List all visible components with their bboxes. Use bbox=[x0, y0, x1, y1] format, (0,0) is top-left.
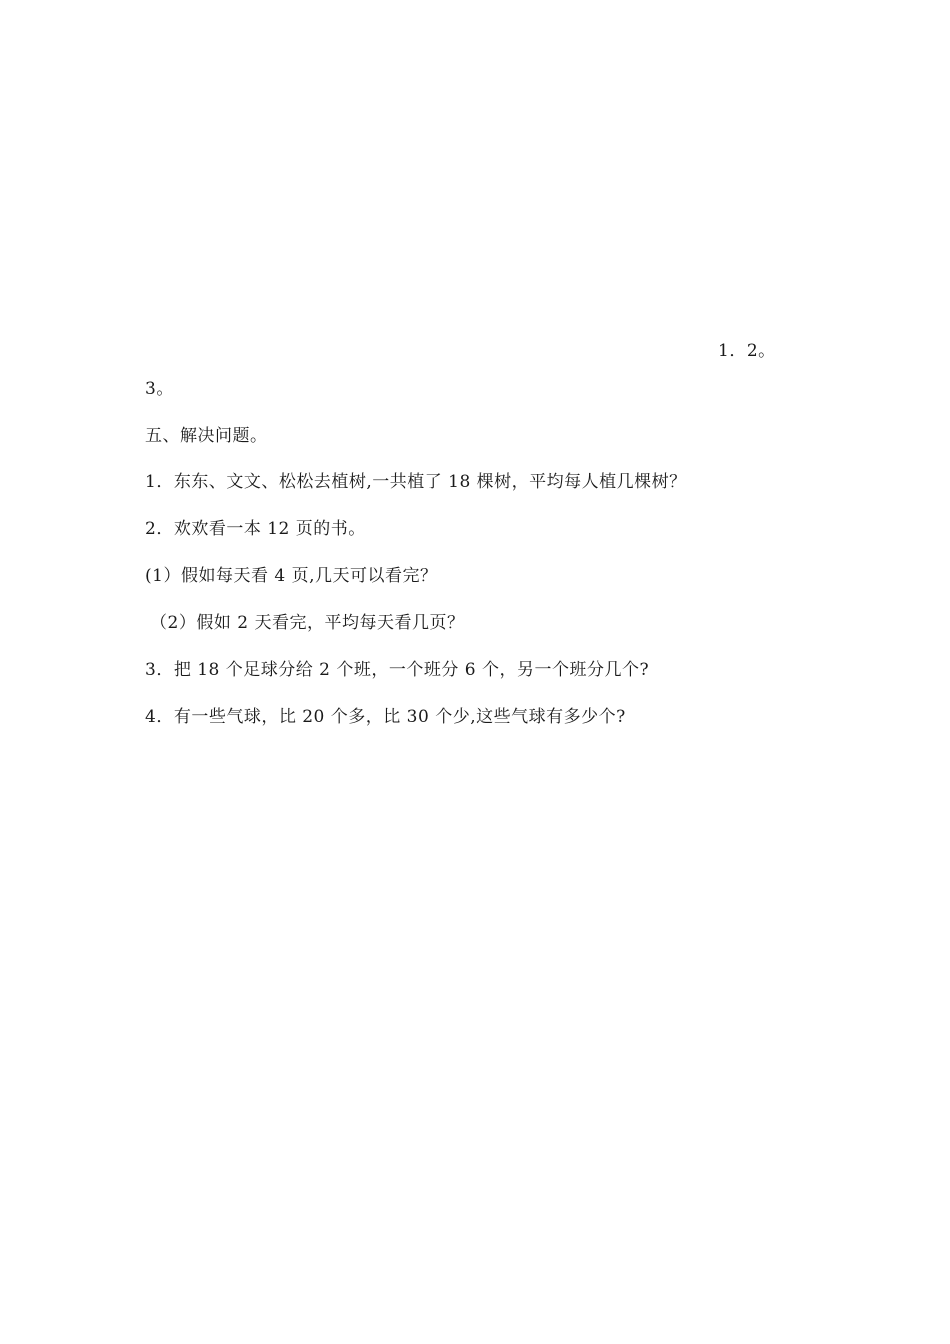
question-4: 4．有一些气球，比 20 个多，比 30 个少,这些气球有多少个? bbox=[145, 707, 626, 727]
question-2: 2．欢欢看一本 12 页的书。 bbox=[145, 519, 366, 539]
section-heading: 五、解决问题。 bbox=[145, 426, 268, 446]
question-1: 1．东东、文文、松松去植树,一共植了 18 棵树，平均每人植几棵树？ bbox=[145, 472, 687, 492]
question-2-part-1: (1）假如每天看 4 页,几天可以看完？ bbox=[145, 566, 438, 586]
answer-line-2: 3。 bbox=[145, 379, 174, 399]
question-2-part-2: （2）假如 2 天看完，平均每天看几页？ bbox=[150, 613, 465, 633]
answer-line-1: 1．2。 bbox=[718, 341, 776, 361]
question-3: 3．把 18 个足球分给 2 个班，一个班分 6 个，另一个班分几个? bbox=[145, 660, 650, 680]
